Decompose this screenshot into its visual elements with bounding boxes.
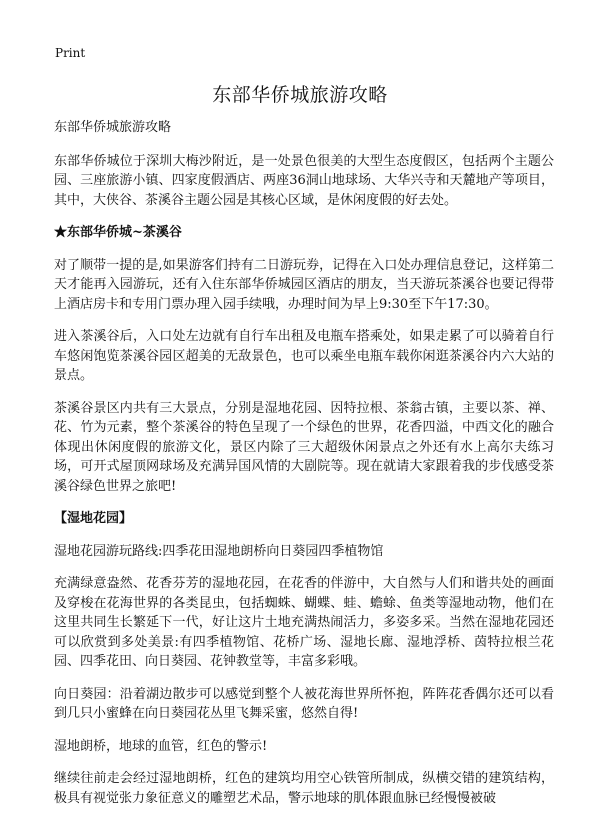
paragraph-bridge-heading: 湿地朗桥，地球的血管，红色的警示!: [54, 738, 268, 754]
paragraph-intro: 东部华侨城位于深圳大梅沙附近，是一处景色很美的大型生态度假区，包括两个主题公园、三座旅游小镇、四家度假酒店、两座36洞山地球场、大华兴寺和天麓地产等项目，其中，大侠谷、茶溪谷主题公园是其核心区域，是休闲度假的好去处。: [54, 153, 554, 208]
article-subtitle: 东部华侨城旅游攻略: [54, 120, 172, 135]
paragraph-attractions: 茶溪谷景区内共有三大景点，分别是湿地花园、因特拉根、茶翁古镇，主要以茶、禅、花、竹为元素，整个茶溪谷的特色呈现了一个绿色的世界，花香四溢，中西文化的融合体现出休闲度假的旅游文化，景区内除了三大超级休闲景点之外还有水上高尔夫练习场，可开式屋顶网球场及充满异国风情的大剧院等。现在就请大家跟着我的步伐感受茶溪谷绿色世界之旅吧!: [54, 400, 554, 494]
paragraph-sunflower: 向日葵园：沿着湖边散步可以感觉到整个人被花海世界所怀抱，阵阵花香偶尔还可以看到几只小蜜蜂在向日葵园花丛里飞舞采蜜，悠然自得!: [54, 686, 554, 721]
section-heading-wetland-garden: 【湿地花园】: [54, 511, 133, 526]
paragraph-ticket-info: 对了顺带一提的是,如果游客们持有二日游玩券，记得在入口处办理信息登记，这样第二天才能再入园游玩，还有入住东部华侨城园区酒店的朋友，当天游玩茶溪谷也要记得带上酒店房卡和专用门票办理入园手续哦，办理时间为早上9:30至下午17:30。: [54, 257, 554, 312]
article-body: [54, 118, 554, 821]
print-link[interactable]: Print: [55, 46, 86, 60]
paragraph-route: 湿地花园游玩路线:四季花田湿地朗桥向日葵园四季植物馆: [54, 543, 384, 559]
page-title: 东部华侨城旅游攻略: [212, 84, 388, 106]
paragraph-wetland-desc: 充满绿意盎然、花香芬芳的湿地花园，在花香的伴游中，大自然与人们和谐共处的画面及穿梭在花海世界的各类昆虫，包括蜘蛛、蝴蝶、蛙、蟾蜍、鱼类等湿地动物，他们在这里共同生长繁延下一代，好让这片土地充满热闹活力，多姿多采。当然在湿地花园还可以欣赏到多处美景:有四季植物馆、花桥广场、湿地长廊、湿地浮桥、茵特拉根兰花园、四季花田、向日葵园、花钟教堂等，丰富多彩哦。: [54, 576, 554, 669]
paragraph-bridge-desc: 继续往前走会经过湿地朗桥，红色的建筑均用空心铁管所制成，纵横交错的建筑结构，极具有视觉张力象征意义的雕塑艺术品，警示地球的肌体跟血脉已经慢慢被破: [54, 771, 554, 806]
paragraph-entrance: 进入茶溪谷后，入口处左边就有自行车出租及电瓶车搭乘处，如果走累了可以骑着自行车悠闲饱览茶溪谷园区超美的无敌景色，也可以乘坐电瓶车载你闲逛茶溪谷内六大站的景点。: [54, 329, 554, 383]
section-heading-chaxigu: ★东部华侨城~茶溪谷: [54, 225, 182, 240]
